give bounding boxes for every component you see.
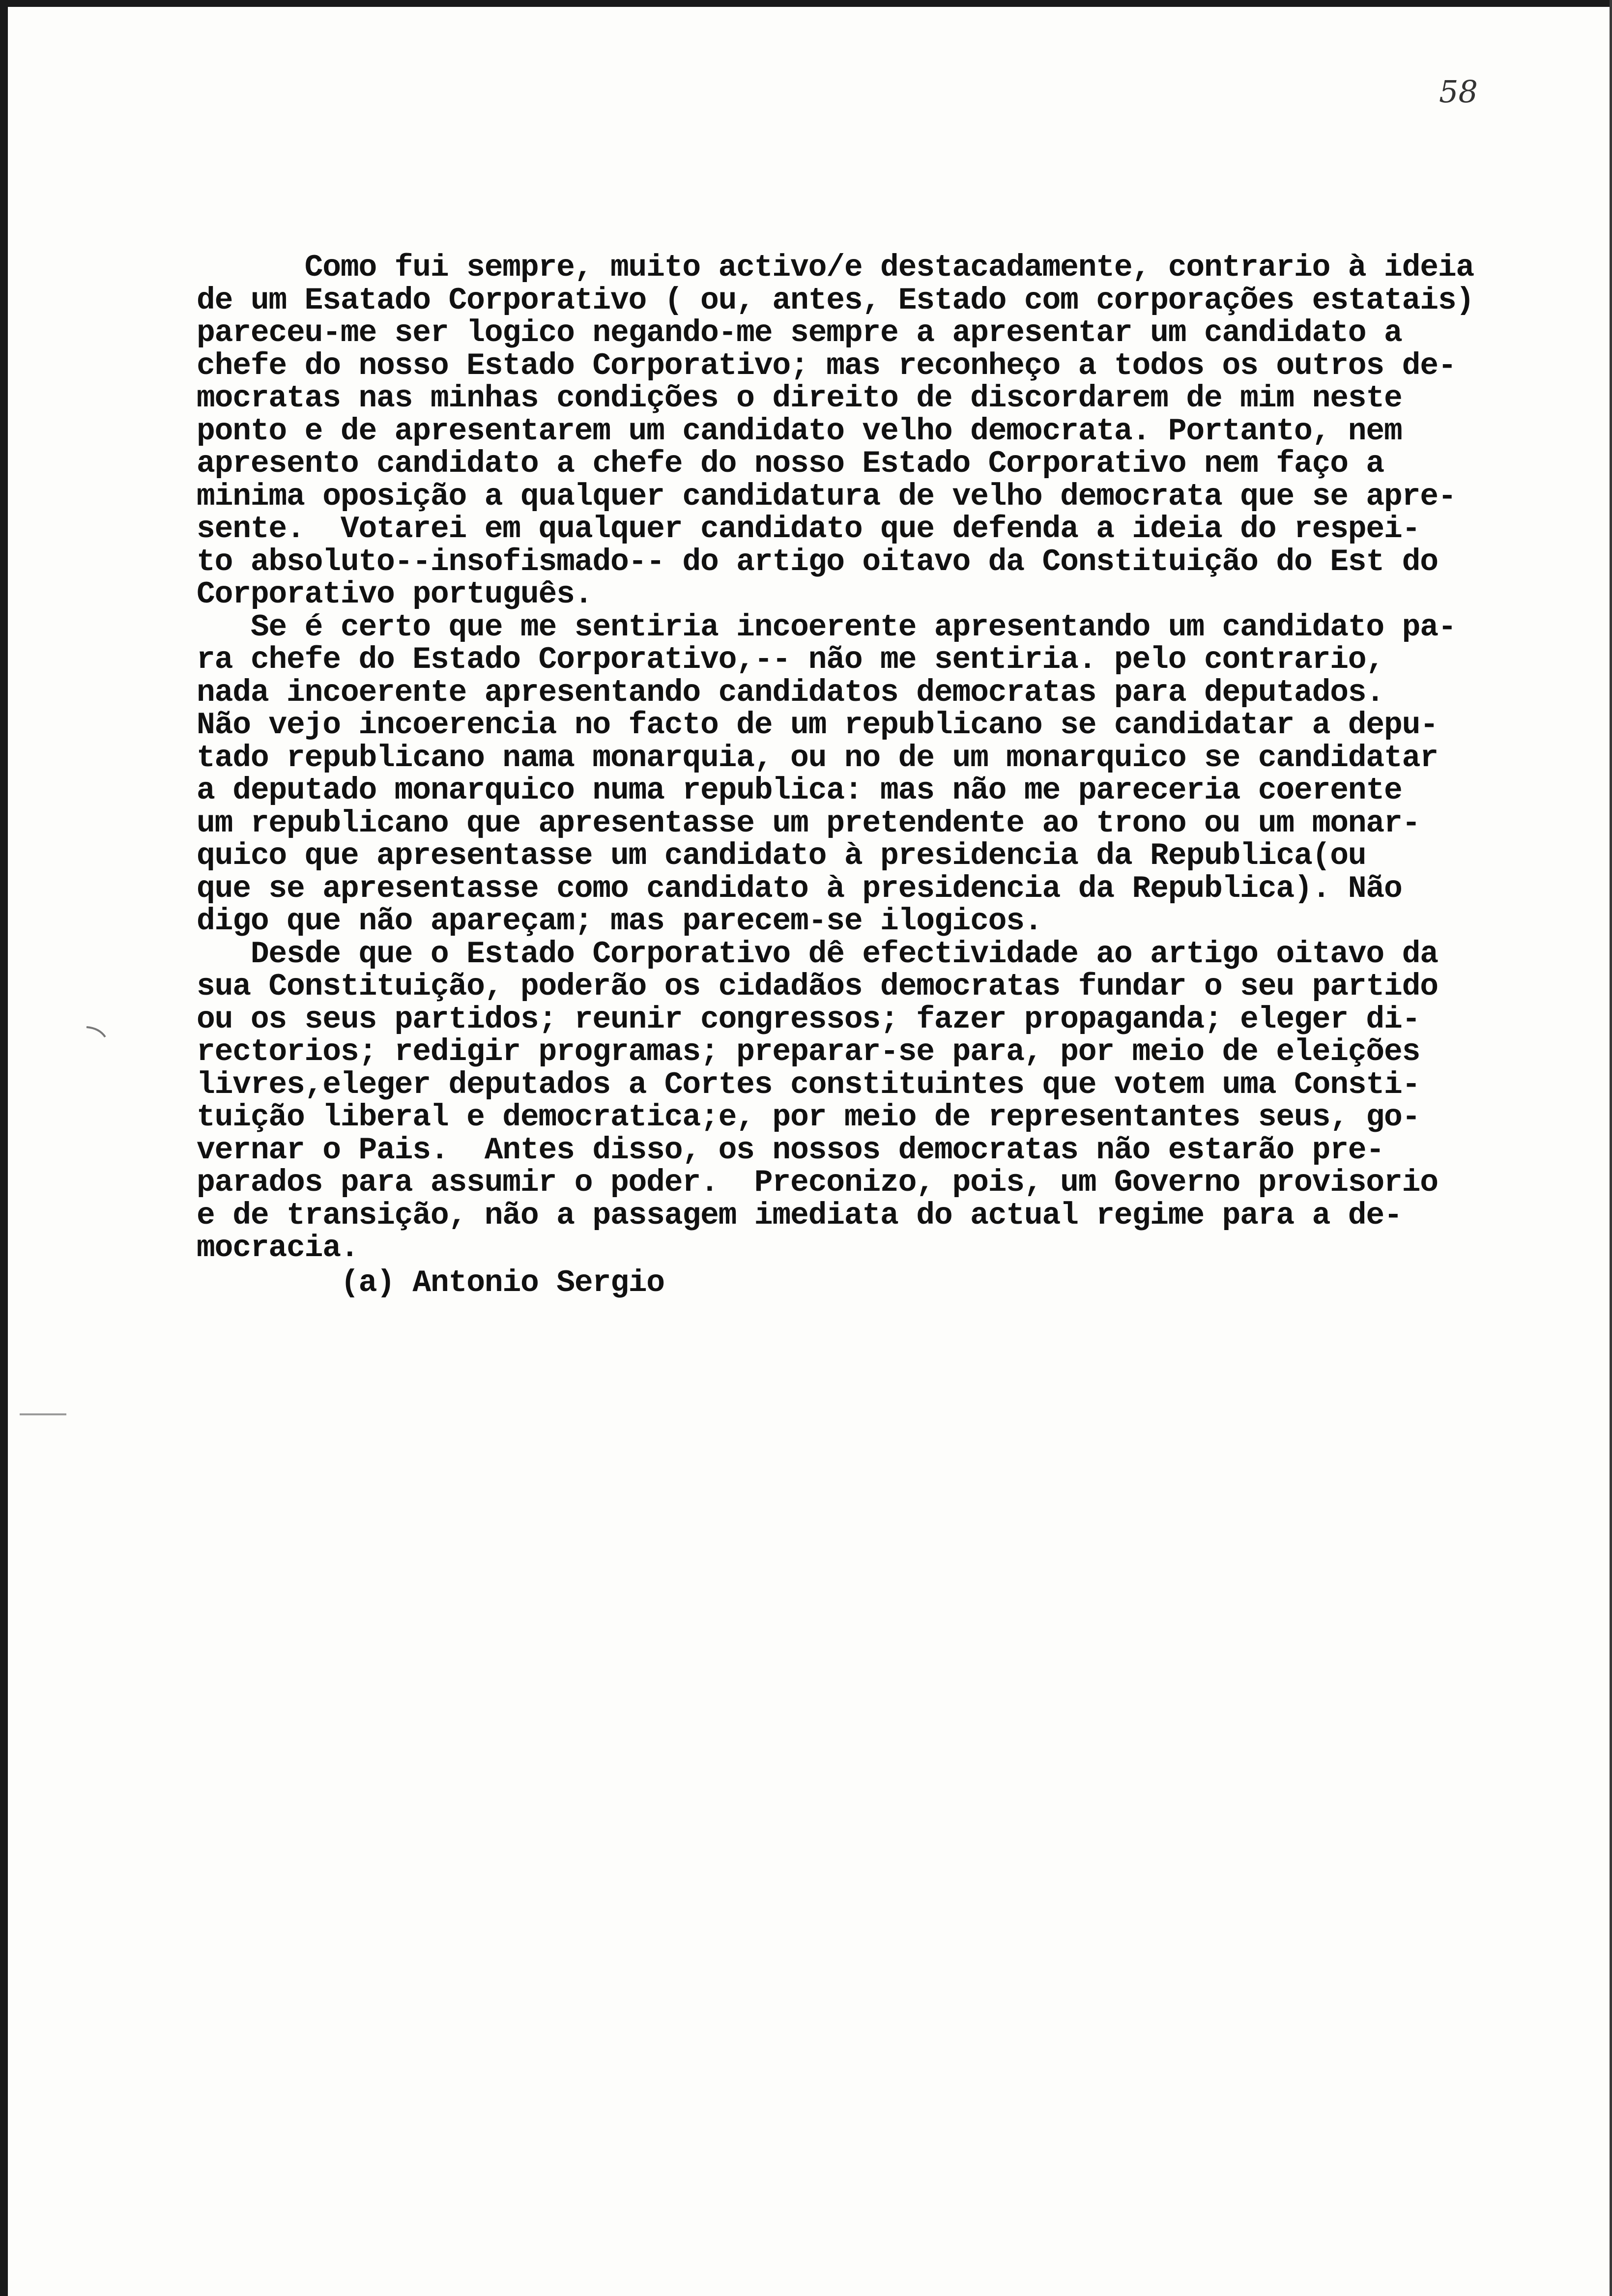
letter-line: sente. Votarei em qualquer candidato que defenda a ideia do respei- [197, 512, 1420, 546]
letter-line: livres,eleger deputados a Cortes constituintes que votem uma Consti- [197, 1067, 1420, 1102]
letter-line: chefe do nosso Estado Corporativo; mas reconheço a todos os outros de- [197, 348, 1456, 383]
letter-line: nada incoerente apresentando candidatos democratas para deputados. [197, 675, 1384, 710]
letter-line: apresento candidato a chefe do nosso Estado Corporativo nem faço a [197, 446, 1384, 481]
letter-line: mocracia. [197, 1231, 359, 1265]
scan-edge-right [1610, 0, 1612, 2296]
letter-line: parados para assumir o poder. Preconizo, pois, um Governo provisorio [197, 1165, 1438, 1200]
signature: (a) Antonio Sergio [341, 1265, 664, 1300]
letter-line: Corporativo português. [197, 577, 593, 612]
margin-mark [85, 1023, 119, 1043]
letter-line: e de transição, não a passagem imediata do actual regime para a de- [197, 1198, 1402, 1233]
letter-line: ou os seus partidos; reunir congressos; fazer propaganda; eleger di- [197, 1002, 1420, 1037]
letter-line: mocratas nas minhas condições o direito de discordarem de mim neste [197, 381, 1402, 416]
letter-line: to absoluto--insofismado-- do artigo oitavo da Constituição do Est do [197, 544, 1438, 579]
letter-line: minima oposição a qualquer candidatura de velho democrata que se apre- [197, 479, 1456, 514]
letter-line: tuição liberal e democratica;e, por meio de representantes seus, go- [197, 1100, 1420, 1135]
page-number: 58 [1439, 74, 1478, 110]
letter-body [197, 252, 1553, 1265]
letter-line: ponto e de apresentarem um candidato velho democrata. Portanto, nem [197, 413, 1402, 449]
letter-line: Desde que o Estado Corporativo dê efectividade ao artigo oitavo da [197, 936, 1438, 972]
letter-line: a deputado monarquico numa republica: mas não me pareceria coerente [197, 773, 1402, 808]
letter-line: tado republicano nama monarquia, ou no de um monarquico se candidatar [197, 740, 1438, 775]
letter-line: ra chefe do Estado Corporativo,-- não me sentiria. pelo contrario, [197, 642, 1384, 677]
letter-line: Não vejo incoerencia no facto de um republicano se candidatar a depu- [197, 708, 1438, 743]
scan-edge-left [0, 0, 8, 2296]
letter-line: vernar o Pais. Antes disso, os nossos democratas não estarão pre- [197, 1132, 1384, 1168]
scan-edge-top [0, 0, 1612, 7]
letter-line: quico que apresentasse um candidato à presidencia da Republica(ou [197, 838, 1366, 873]
letter-line: Como fui sempre, muito activo/e destacadamente, contrario à ideia [197, 250, 1474, 285]
letter-line: pareceu-me ser logico negando-me sempre a apresentar um candidato a [197, 316, 1402, 350]
letter-line: rectorios; redigir programas; preparar-se para, por meio de eleições [197, 1034, 1420, 1069]
letter-line: Se é certo que me sentiria incoerente apresentando um candidato pa- [197, 609, 1456, 645]
letter-line: sua Constituição, poderão os cidadãos democratas fundar o seu partido [197, 969, 1438, 1004]
margin-dash [20, 1413, 66, 1415]
letter-line: digo que não apareçam; mas parecem-se ilogicos. [197, 904, 1042, 939]
letter-line: de um Esatado Corporativo ( ou, antes, Estado com corporações estatais) [197, 283, 1474, 318]
letter-line: que se apresentasse como candidato à presidencia da Republica). Não [197, 871, 1402, 906]
letter-line: um republicano que apresentasse um pretendente ao trono ou um monar- [197, 805, 1420, 841]
